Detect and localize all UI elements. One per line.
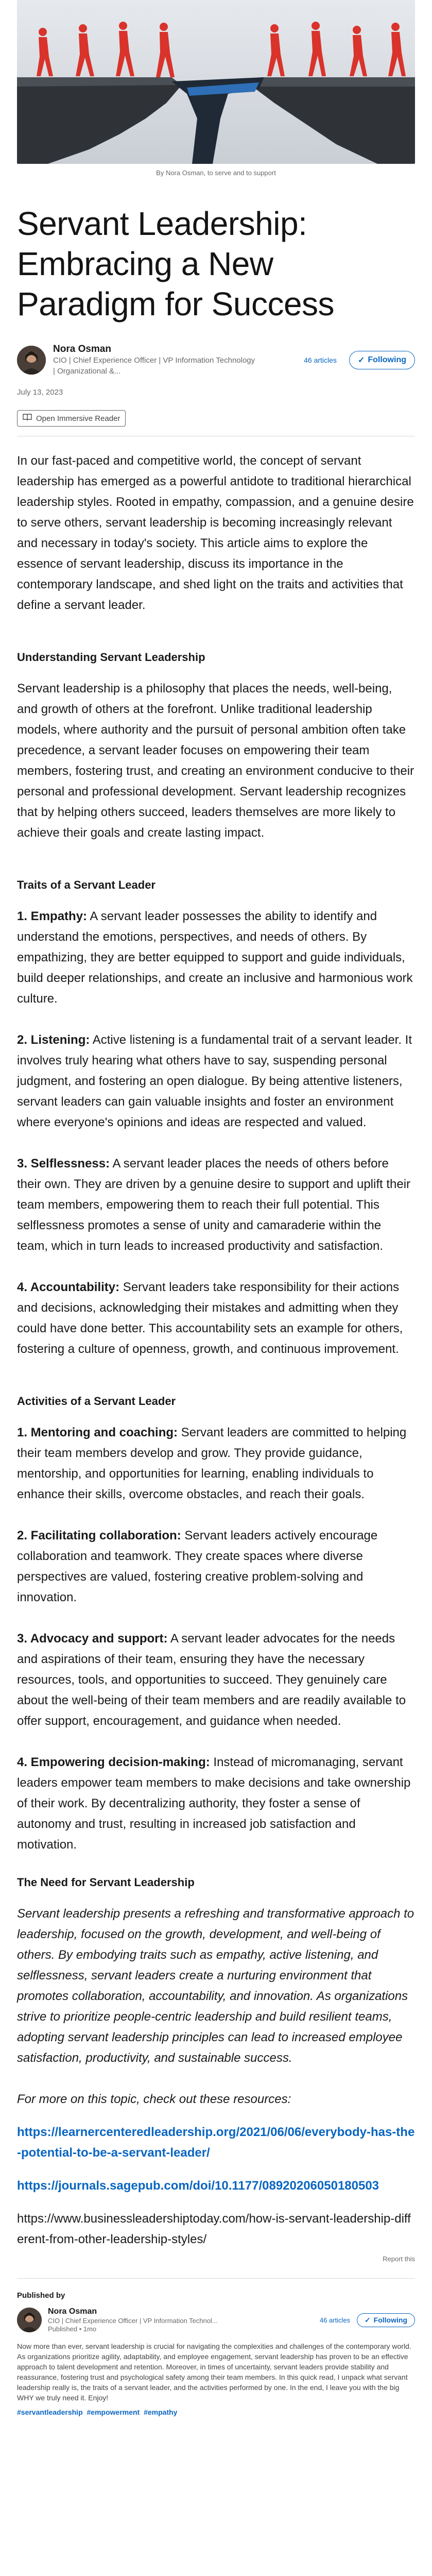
trait-paragraph: 3. Selflessness: A servant leader places the needs of others before their own. They are driven by a genuine desire to support and uplift their team members, empowering them to reach their full potential. This selflessness promotes a sense of unity and camaraderie within the team, which in turn leads to increased productivity and satisfaction. xyxy=(17,1157,411,1253)
book-icon xyxy=(23,414,32,423)
report-link[interactable]: Report this xyxy=(383,2255,415,2263)
resource-link-1[interactable]: https://learnercenteredleadership.org/2021/06/06/everybody-has-the-potential-to-be-a-servant-leader/ xyxy=(17,2125,415,2160)
articles-count-link[interactable]: 46 articles xyxy=(304,356,337,364)
author-headline: CIO | Chief Experience Officer | VP Information Technology | Organizational &... xyxy=(53,356,255,376)
author-info xyxy=(53,344,297,377)
section-heading-understanding: Understanding Servant Leadership xyxy=(17,651,205,664)
resource-link-wrapper xyxy=(17,2176,415,2196)
publisher-row xyxy=(17,2307,415,2333)
activity-paragraph: 2. Facilitating collaboration: Servant leaders actively encourage collaboration and teamwork. They create spaces where diverse perspectives are valued, fostering creative problem-solving and innovation. xyxy=(17,1529,378,1604)
activity-paragraph: 4. Empowering decision-making: Instead of micromanaging, servant leaders empower team members to make decisions and take ownership of their work. By decentralizing authority, they foster a sense of autonomy and trust, resulting in increased job satisfaction and motivation. xyxy=(17,1755,411,1852)
section-heading-activities: Activities of a Servant Leader xyxy=(17,1395,176,1408)
check-icon: ✓ xyxy=(364,2315,371,2324)
check-icon: ✓ xyxy=(357,356,365,365)
following-label: Following xyxy=(373,2316,407,2324)
resources-intro: For more on this topic, check out these resources: xyxy=(17,2092,291,2106)
need-paragraph: Servant leadership presents a refreshing and transformative approach to leadership, focused on the growth, development, and well-being of others. By embodying traits such as empathy, active listening, and selflessness, servant leaders create a nurturing environment that promotes collaboration, accountability, and innovation. As organizations strive to prioritize people-centric leadership and build resilient teams, adopting servant leadership principles can lead to increased employee satisfaction, productivity, and sustainable success. xyxy=(17,1907,414,2065)
immersive-reader-button[interactable] xyxy=(17,410,126,427)
publisher-info xyxy=(48,2307,314,2333)
resource-link-2[interactable]: https://journals.sagepub.com/doi/10.1177/08920206050180503 xyxy=(17,2179,379,2193)
cover-caption: By Nora Osman, to serve and to support xyxy=(156,169,276,177)
understanding-paragraph: Servant leadership is a philosophy that places the needs, well-being, and growth of others at the forefront. Unlike traditional leadership models, where authority and the pursuit of personal ambition often take precedence, a servant leader focuses on empowering their team members, fostering trust, and creating an environment conducive to their personal and professional development. Servant leadership recognizes that by helping others succeed, leaders themselves are more likely to achieve their goals and create lasting impact. xyxy=(17,682,414,840)
hashtag-list xyxy=(17,2408,415,2416)
publisher-avatar[interactable] xyxy=(17,2308,42,2332)
article-title: Servant Leadership: Embracing a New Paradigm for Success xyxy=(17,205,335,323)
hashtag-link[interactable]: #empowerment xyxy=(87,2408,140,2416)
activity-paragraph: 1. Mentoring and coaching: Servant leaders are committed to helping their team members develop and grow. They provide guidance, mentorship, and opportunities for learning, enabling individuals to enhance their skills, overcome obstacles, and reach their goals. xyxy=(17,1426,407,1501)
section-heading-traits: Traits of a Servant Leader xyxy=(17,878,155,891)
activity-paragraph: 3. Advocacy and support: A servant leader advocates for the needs and aspirations of their team, ensuring they have the necessary resources, tools, and opportunities to succeed. They genuinely care about the well-being of their team members and are readily available to offer support, encouragement, and guidance when needed. xyxy=(17,1632,406,1728)
author-name[interactable]: Nora Osman xyxy=(53,344,111,354)
author-row xyxy=(17,344,415,377)
cover-image xyxy=(17,0,415,164)
publisher-articles-link[interactable]: 46 articles xyxy=(319,2316,351,2324)
publisher-headline: CIO | Chief Experience Officer | VP Information Technol... xyxy=(48,2317,218,2325)
resource-url-3: https://www.businessleadershiptoday.com/how-is-servant-leadership-different-from-other-leadership-styles/ xyxy=(17,2212,411,2246)
resource-link-wrapper xyxy=(17,2122,415,2163)
published-by-section xyxy=(17,2278,415,2416)
published-by-label: Published by xyxy=(17,2291,65,2300)
publisher-name[interactable]: Nora Osman xyxy=(48,2307,97,2316)
section-heading-need: The Need for Servant Leadership xyxy=(17,1876,195,1889)
publish-date: July 13, 2023 xyxy=(17,388,63,397)
publish-meta: Published • 1mo xyxy=(48,2325,97,2333)
trait-paragraph: 1. Empathy: A servant leader possesses the ability to identify and understand the emotions, perspectives, and needs of others. By empathizing, they are better equipped to support and guide individuals, build deeper relationships, and create an inclusive and harmonious work culture. xyxy=(17,909,413,1006)
hashtag-link[interactable]: #servantleadership xyxy=(17,2408,83,2416)
publish-post-text: Now more than ever, servant leadership is crucial for navigating the complexities and challenges of the contemporary world. As organizations prioritize agility, adaptability, and employee engagement, servant leadership has proven to be an effective approach to talent development and retention. Moreover, in times of uncertainty, servant leaders provide stability and reassurance, fostering trust and psychological safety among their team members. In this quick read, I unpack what servant leadership really is, the traits of a servant leader, and the activities performed by one. In the end, I leave you with the big WHY we truly need it. Enjoy! xyxy=(17,2342,411,2402)
trait-paragraph: 2. Listening: Active listening is a fundamental trait of a servant leader. It involves truly hearing what others have to say, suspending personal judgment, and fostering an open dialogue. By being attentive listeners, servant leaders can gain valuable insights and foster an environment where everyone's opinions and ideas are respected and valued. xyxy=(17,1033,412,1129)
following-label: Following xyxy=(368,355,406,364)
trait-paragraph: 4. Accountability: Servant leaders take responsibility for their actions and decisions, acknowledging their mistakes and admitting when they could have done better. This accountability sets an example for others, fostering a culture of openness, growth, and continuous improvement. xyxy=(17,1280,403,1356)
publisher-following-button[interactable] xyxy=(357,2313,415,2327)
avatar[interactable] xyxy=(17,346,46,375)
following-button[interactable] xyxy=(349,351,415,369)
intro-paragraph: In our fast-paced and competitive world, the concept of servant leadership has emerged as a powerful antidote to traditional hierarchical leadership styles. Rooted in empathy, compassion, and a genuine desire to serve others, servant leadership is becoming increasingly relevant and necessary in today's society. This article aims to explore the essence of servant leadership, discuss its importance in the contemporary landscape, and shed light on the traits and activities that define a servant leader. xyxy=(17,454,414,612)
immersive-reader-label: Open Immersive Reader xyxy=(36,414,120,423)
hashtag-link[interactable]: #empathy xyxy=(144,2408,178,2416)
